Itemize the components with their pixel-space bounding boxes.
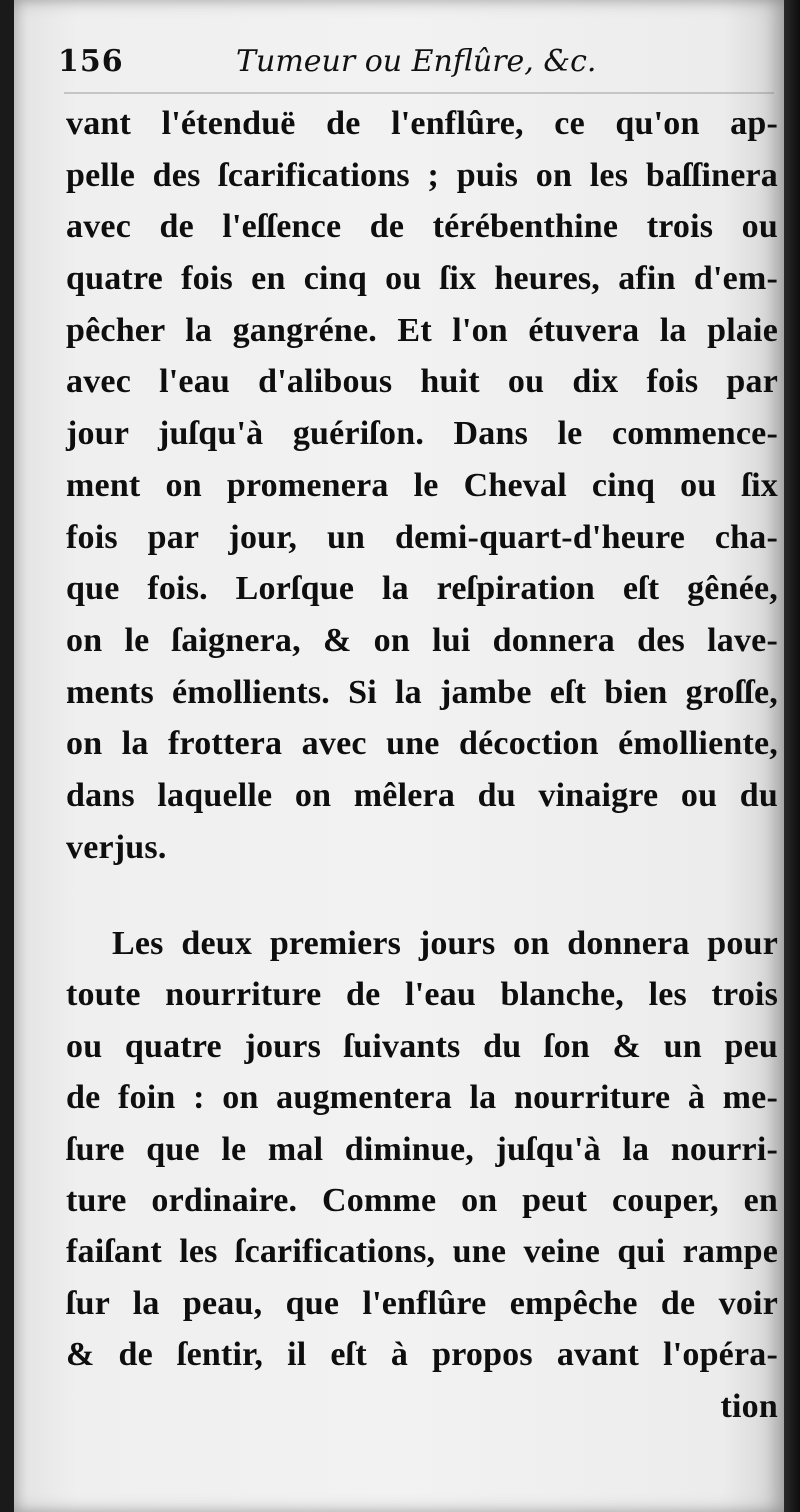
page-number: 156 — [58, 44, 124, 79]
running-title: Tumeur ou Enflûre, &c. — [236, 44, 597, 79]
text-line: ture ordinaire. Comme on peut couper, en — [66, 1181, 778, 1219]
text-line: vant l'étenduë de l'enflûre, ce qu'on ap- — [66, 105, 778, 142]
text-line: jour juſqu'à guériſon. Dans le commence- — [66, 415, 778, 453]
text-line: pelle des ſcarifications ; puis on les baſſinera — [66, 156, 778, 194]
text-line: verjus. — [66, 828, 167, 866]
text-line: que fois. Lorſque la reſpiration eſt gênée, — [66, 570, 778, 608]
running-head — [54, 38, 674, 88]
text-line: ſure que le mal diminue, juſqu'à la nourri- — [66, 1130, 778, 1168]
text-line: on le ſaignera, & on lui donnera des lave- — [66, 621, 778, 659]
text-line: ment on promenera le Cheval cinq ou ſix — [66, 466, 778, 504]
paragraph-2 — [66, 918, 778, 1432]
catchword: tion — [720, 1387, 778, 1425]
text-line: avec l'eau d'alibous huit ou dix fois par — [66, 363, 778, 401]
text-line: dans laquelle on mêlera du vinaigre ou du — [66, 776, 778, 814]
header-rule — [64, 92, 774, 94]
paragraph-1 — [66, 98, 778, 873]
book-page — [14, 0, 784, 1512]
text-line: ou quatre jours ſuivants du ſon & un peu — [66, 1027, 778, 1065]
text-line: pêcher la gangréne. Et l'on étuvera la plaie — [66, 311, 778, 349]
text-line: toute nourriture de l'eau blanche, les trois — [66, 976, 778, 1014]
text-line: on la frottera avec une décoction émolliente, — [66, 725, 778, 763]
text-line: avec de l'eſſence de térébenthine trois ou — [66, 208, 778, 246]
page-edge-shadow — [784, 0, 800, 1512]
text-line: de foin : on augmentera la nourriture à me- — [66, 1079, 778, 1117]
text-line: faiſant les ſcarifications, une veine qui rampe — [66, 1233, 778, 1271]
text-line: ſur la peau, que l'enflûre empêche de voir — [66, 1284, 778, 1322]
text-line: Les deux premiers jours on donnera pour — [112, 925, 778, 962]
text-line: fois par jour, un demi-quart-d'heure cha- — [66, 518, 778, 556]
text-line: quatre fois en cinq ou ſix heures, afin d'em- — [66, 260, 778, 298]
text-line: ments émollients. Si la jambe eſt bien groſſe, — [66, 673, 778, 711]
text-line: & de ſentir, il eſt à propos avant l'opéra- — [66, 1336, 778, 1374]
